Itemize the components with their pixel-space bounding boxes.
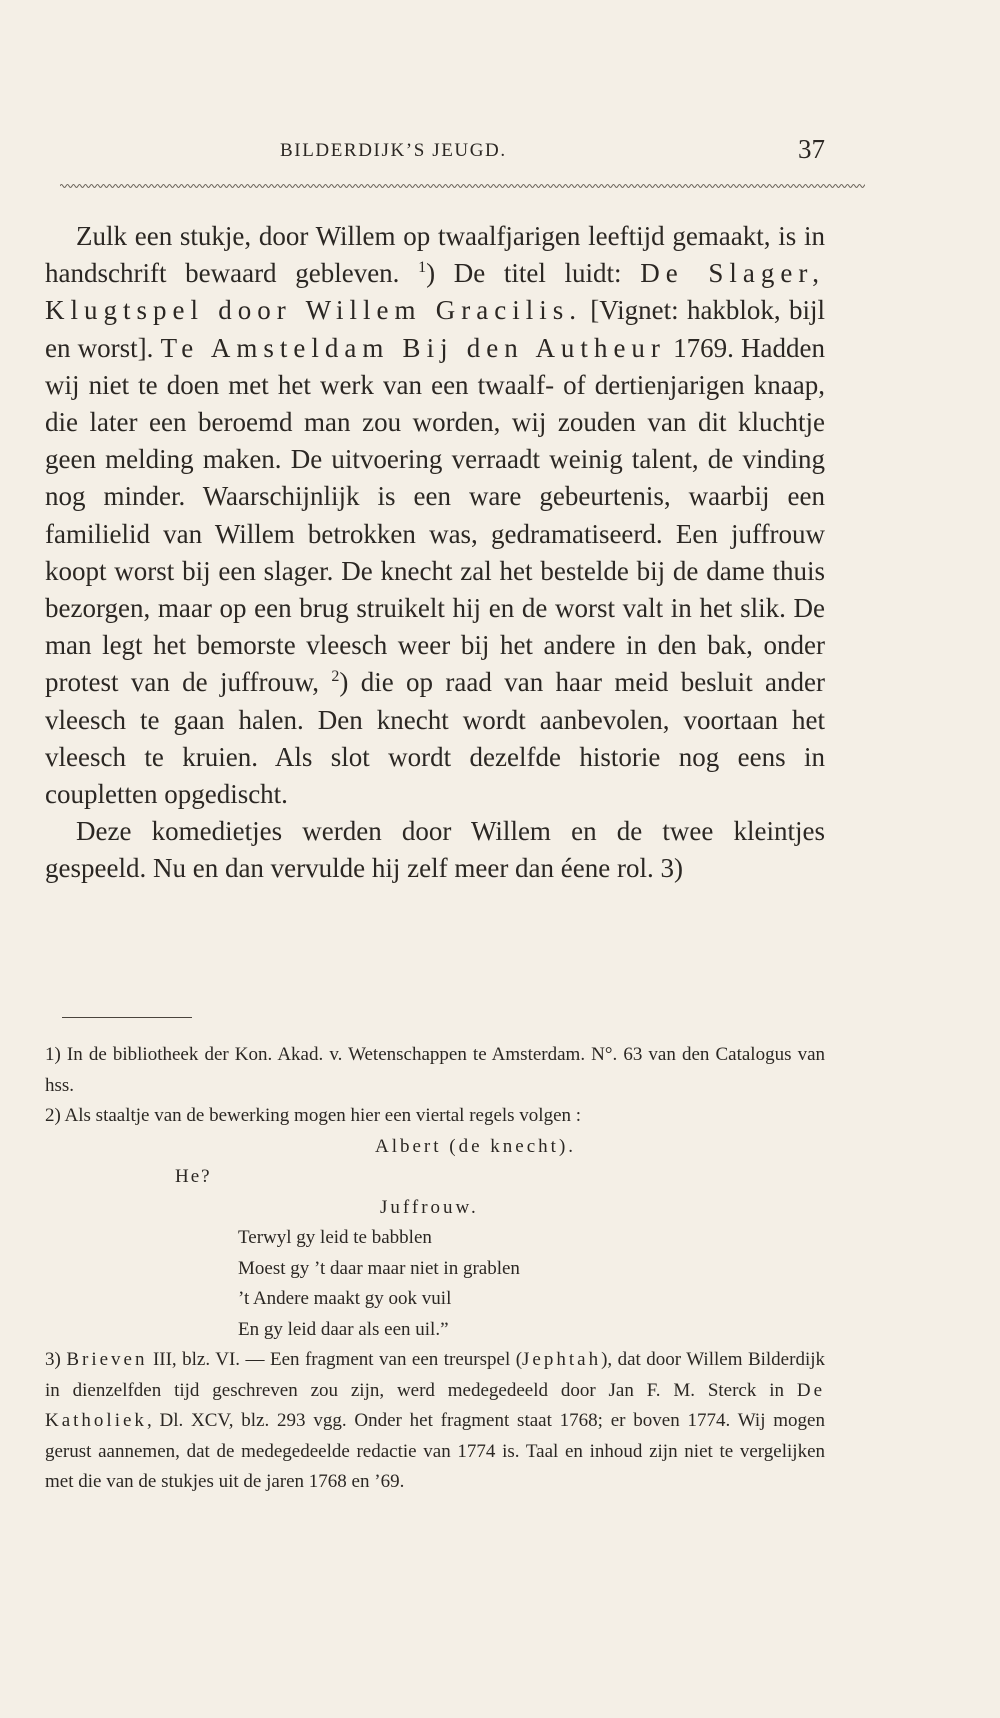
spaced-title-slager: De Slager, Klugtspel door Willem Gracilis. bbox=[45, 258, 825, 326]
verse-line: Terwyl gy leid te babblen bbox=[238, 1227, 432, 1248]
ornamental-rule bbox=[60, 182, 865, 190]
footnote-1-text: In de bibliotheek der Kon. Akad. v. Wetenschappen te Amsterdam. N°. 63 van den Catalogus van hss. bbox=[45, 1044, 825, 1096]
spaced-amsteldam: Te Amsteldam Bij den Autheur bbox=[160, 332, 666, 363]
page-number: 37 bbox=[798, 134, 825, 164]
speaker-albert-text: Albert (de knecht). bbox=[375, 1135, 577, 1157]
speaker-albert bbox=[45, 1132, 825, 1163]
p2-text-a: Deze komedietjes werden door Willem en de twee kleintjes gespeeld. Nu en dan vervulde hij zelf meer dan éene rol. bbox=[45, 816, 825, 884]
footnote-3 bbox=[45, 1345, 825, 1498]
verse-line: En gy leid daar als een uil.” bbox=[238, 1318, 449, 1340]
p1-text-b: ) De titel luidt: bbox=[426, 258, 641, 289]
footnote-ref-1[interactable]: 1 bbox=[418, 259, 427, 277]
verse-line: ’t Andere maakt gy ook vuil bbox=[238, 1288, 452, 1309]
footnote-divider bbox=[62, 1017, 192, 1018]
footnote-3-text-c: ), dat door Willem Bilderdijk in dienzelfden tijd geschreven zou zijn, werd medegedeeld door Jan F. M. Sterck in bbox=[45, 1349, 825, 1401]
main-text bbox=[45, 218, 825, 888]
footnotes bbox=[45, 1040, 825, 1498]
footnote-1 bbox=[45, 1040, 825, 1101]
footnote-2-text: Als staaltje van de bewerking mogen hier een viertal regels volgen : bbox=[60, 1105, 582, 1126]
running-title: BILDERDIJK’S JEUGD. bbox=[280, 140, 507, 161]
speaker-juffrouw-text: Juffrouw. bbox=[380, 1196, 479, 1218]
footnote-3-marker: 3) bbox=[45, 1349, 61, 1370]
paragraph-1 bbox=[45, 218, 825, 813]
footnote-3-text-b: III, blz. VI. — Een fragment van een treurspel ( bbox=[147, 1349, 523, 1370]
verse-line: Moest gy ’t daar maar niet in grablen bbox=[238, 1257, 520, 1279]
running-head bbox=[45, 136, 825, 176]
footnote-3-jephtah: Jephtah bbox=[522, 1349, 602, 1370]
p1-text-a: Zulk een stukje, door Willem op twaalfjarigen leeftijd gemaakt, is in handschrift bewaard gebleven. bbox=[45, 221, 825, 289]
paragraph-2 bbox=[45, 813, 825, 887]
footnote-2-marker: 2) bbox=[45, 1105, 61, 1126]
footnote-3-text-d: , Dl. XCV, blz. 293 vgg. Onder het fragment staat 1768; er boven 1774. Wij mogen gerust aannemen, dat de medegedeelde redactie van 1774 is. Taal en inhoud zijn niet te vergelijken met die van de stukjes uit de jaren 1768 en ’69. bbox=[45, 1410, 825, 1492]
footnote-1-marker: 1) bbox=[45, 1044, 61, 1065]
line-he: He? bbox=[175, 1166, 212, 1187]
footnote-3-katholiek: De Katholiek bbox=[45, 1379, 825, 1431]
footnote-2 bbox=[45, 1101, 825, 1132]
speaker-juffrouw bbox=[45, 1193, 825, 1224]
footnote-ref-3[interactable]: 3) bbox=[660, 853, 683, 884]
p1-text-d: 1769. Hadden wij niet te doen met het werk van een twaalf- of dertienjarigen knaap, die later een beroemd man zou worden, wij zouden van dit kluchtje geen melding maken. De uitvoering verraadt weinig talent, de vinding nog minder. Waarschijnlijk is een ware gebeurtenis, waarbij een familielid van Willem betrokken was, gedramatiseerd. Een juffrouw koopt worst bij een slager. De knecht zal het bestelde bij de dame thuis bezorgen, maar op een brug struikelt hij en de worst valt in het slik. De man legt het bemorste vleesch weer bij het andere in den bak, onder protest van de juffrouw, bbox=[45, 332, 826, 698]
footnote-ref-2[interactable]: 2 bbox=[331, 668, 340, 686]
footnote-3-brieven: Brieven bbox=[66, 1349, 148, 1370]
p1-text-e: ) die op raad van haar meid besluit ander vleesch te gaan halen. Den knecht wordt aanbevolen, voortaan het vleesch te kruien. Als slot wordt dezelfde historie nog eens in coupletten opgedischt. bbox=[45, 667, 826, 810]
p1-text-c: [Vignet: hakblok, bijl en worst]. bbox=[45, 295, 825, 363]
